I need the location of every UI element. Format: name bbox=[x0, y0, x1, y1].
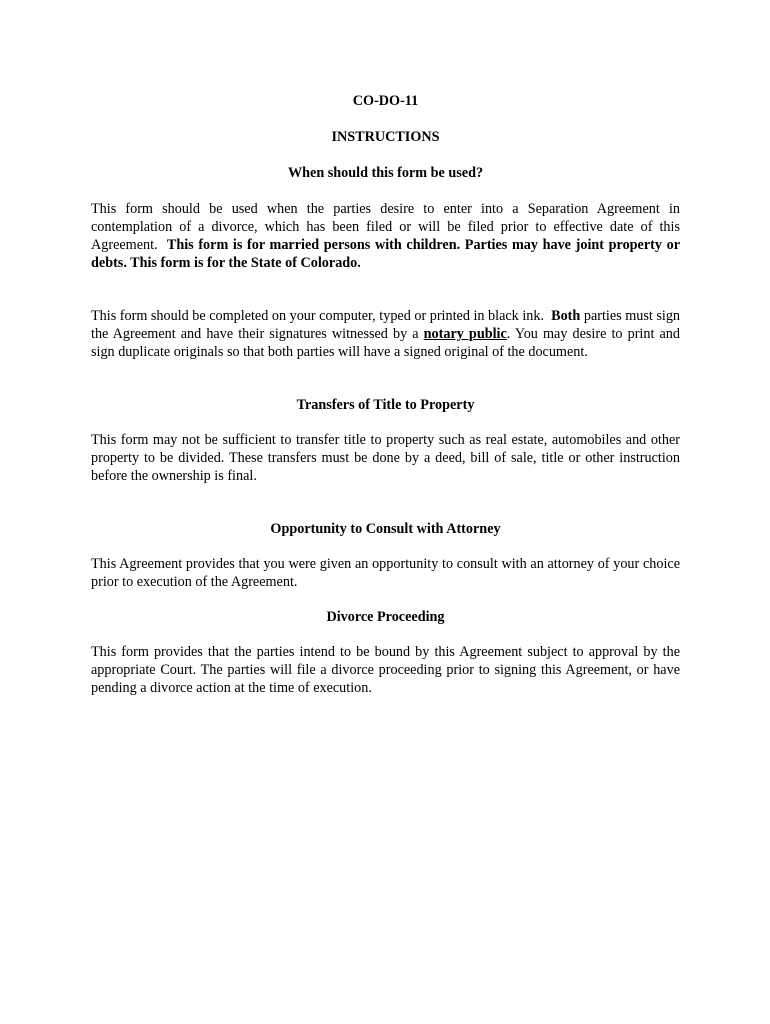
completion-text-1: This form should be completed on your computer, typed or printed in black ink. bbox=[91, 308, 544, 324]
transfers-paragraph: This form may not be sufficient to transfer title to property such as real estate, automobiles and other property to be divided. These transfers must be done by a deed, bill of sale, title or other instruction before the ownership is final. bbox=[91, 432, 680, 484]
when-heading: When should this form be used? bbox=[287, 165, 484, 181]
consult-heading: Opportunity to Consult with Attorney bbox=[270, 521, 501, 537]
both-bold: Both bbox=[551, 308, 581, 324]
divorce-paragraph: This form provides that the parties intend to be bound by this Agreement subject to approval by the appropriate Court. The parties will file a divorce proceeding prior to signing this Agreement, or have pending a divorce action at the time of execution. bbox=[91, 644, 680, 696]
completion-text-3: . You may desire to print and sign duplicate originals so that both parties will have a signed original of the document. bbox=[91, 326, 680, 360]
completion-text-2: parties must sign the Agreement and have their signatures witnessed by a bbox=[91, 308, 681, 342]
consult-paragraph: This Agreement provides that you were given an opportunity to consult with an attorney of your choice prior to execution of the Agreement. bbox=[91, 556, 680, 590]
notary-public: notary public bbox=[423, 326, 507, 342]
document-page bbox=[91, 92, 680, 697]
form-code: CO-DO-11 bbox=[352, 93, 419, 109]
when-bold-text: This form is for married persons with children. Parties may have joint property or debts. This form is for the State of Colorado. bbox=[91, 237, 681, 271]
divorce-heading: Divorce Proceeding bbox=[326, 609, 445, 625]
completion-paragraph bbox=[91, 307, 680, 361]
when-text: This form should be used when the parties desire to enter into a Separation Agreement in contemplation of a divorce, which has been filed or will be filed prior to effective date of this Agreement. bbox=[91, 201, 680, 253]
instructions-heading: INSTRUCTIONS bbox=[331, 129, 440, 145]
transfers-heading: Transfers of Title to Property bbox=[296, 397, 475, 413]
when-paragraph bbox=[91, 200, 680, 272]
